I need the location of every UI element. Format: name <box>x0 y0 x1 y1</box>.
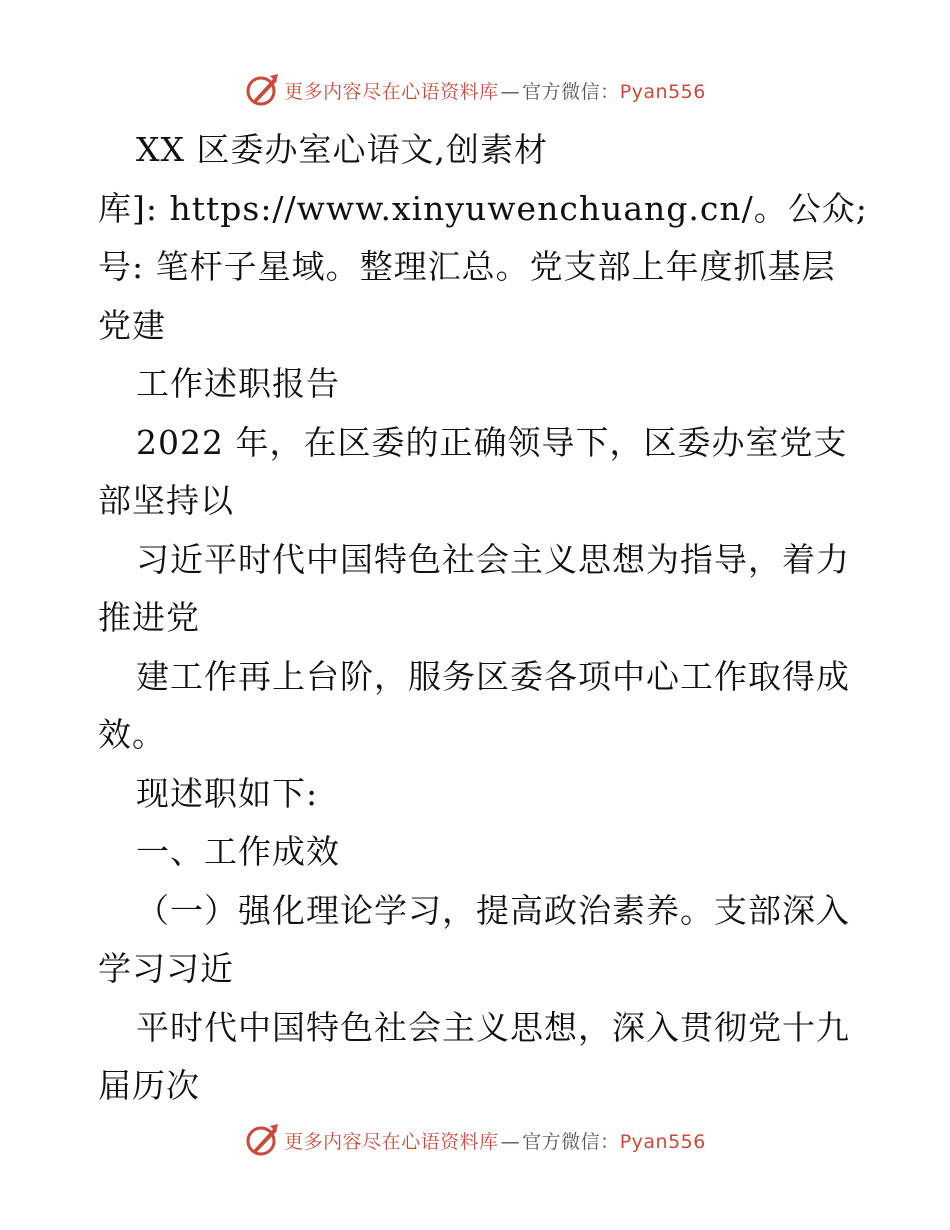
quill-pen-logo-icon <box>244 72 280 108</box>
text-line: 号: 笔杆子星域。整理汇总。党支部上年度抓基层 <box>98 247 836 286</box>
text-line: 习近平时代中国特色社会主义思想为指导，着力 <box>136 539 850 579</box>
text-line: 学习习近 <box>98 949 234 988</box>
document-title-line: 工作述职报告 <box>136 364 340 403</box>
banner-wechat-prefix: 官方微信： <box>522 1130 620 1153</box>
section-heading: 一、工作成效 <box>136 832 340 871</box>
banner-separator: — <box>500 80 521 103</box>
header-banner <box>0 68 950 112</box>
text-line: 党建 <box>98 305 166 345</box>
banner-main-text: 更多内容尽在心语资料库 <box>284 80 499 103</box>
text-line: 效。 <box>98 715 166 754</box>
document-body <box>98 121 868 1116</box>
subsection-heading-line: （一）强化理论学习，提高政治素养。支部深入 <box>136 890 850 930</box>
text-line: 推进党 <box>98 598 200 637</box>
footer-banner <box>0 1118 950 1162</box>
text-line: 建工作再上台阶，服务区委各项中心工作取得成 <box>136 656 850 696</box>
text-line: XX 区委办室心语文,创素材 <box>136 130 548 169</box>
text-line: 届历次 <box>98 1066 200 1105</box>
banner-wechat-prefix: 官方微信： <box>522 80 620 103</box>
text-line: 库]: https://www.xinyuwenchuang.cn/。公众; <box>98 188 868 228</box>
quill-pen-logo-icon <box>244 1122 280 1158</box>
text-line: 部坚持以 <box>98 481 234 520</box>
text-line: 平时代中国特色社会主义思想，深入贯彻党十九 <box>136 1007 850 1047</box>
text-line: 现述职如下: <box>136 773 319 813</box>
text-line: 2022 年，在区委的正确领导下，区委办室党支 <box>136 422 848 462</box>
banner-wechat-id: Pyan556 <box>619 1130 706 1153</box>
banner-separator: — <box>500 1130 521 1153</box>
banner-main-text: 更多内容尽在心语资料库 <box>284 1130 499 1153</box>
banner-wechat-id: Pyan556 <box>619 80 706 103</box>
